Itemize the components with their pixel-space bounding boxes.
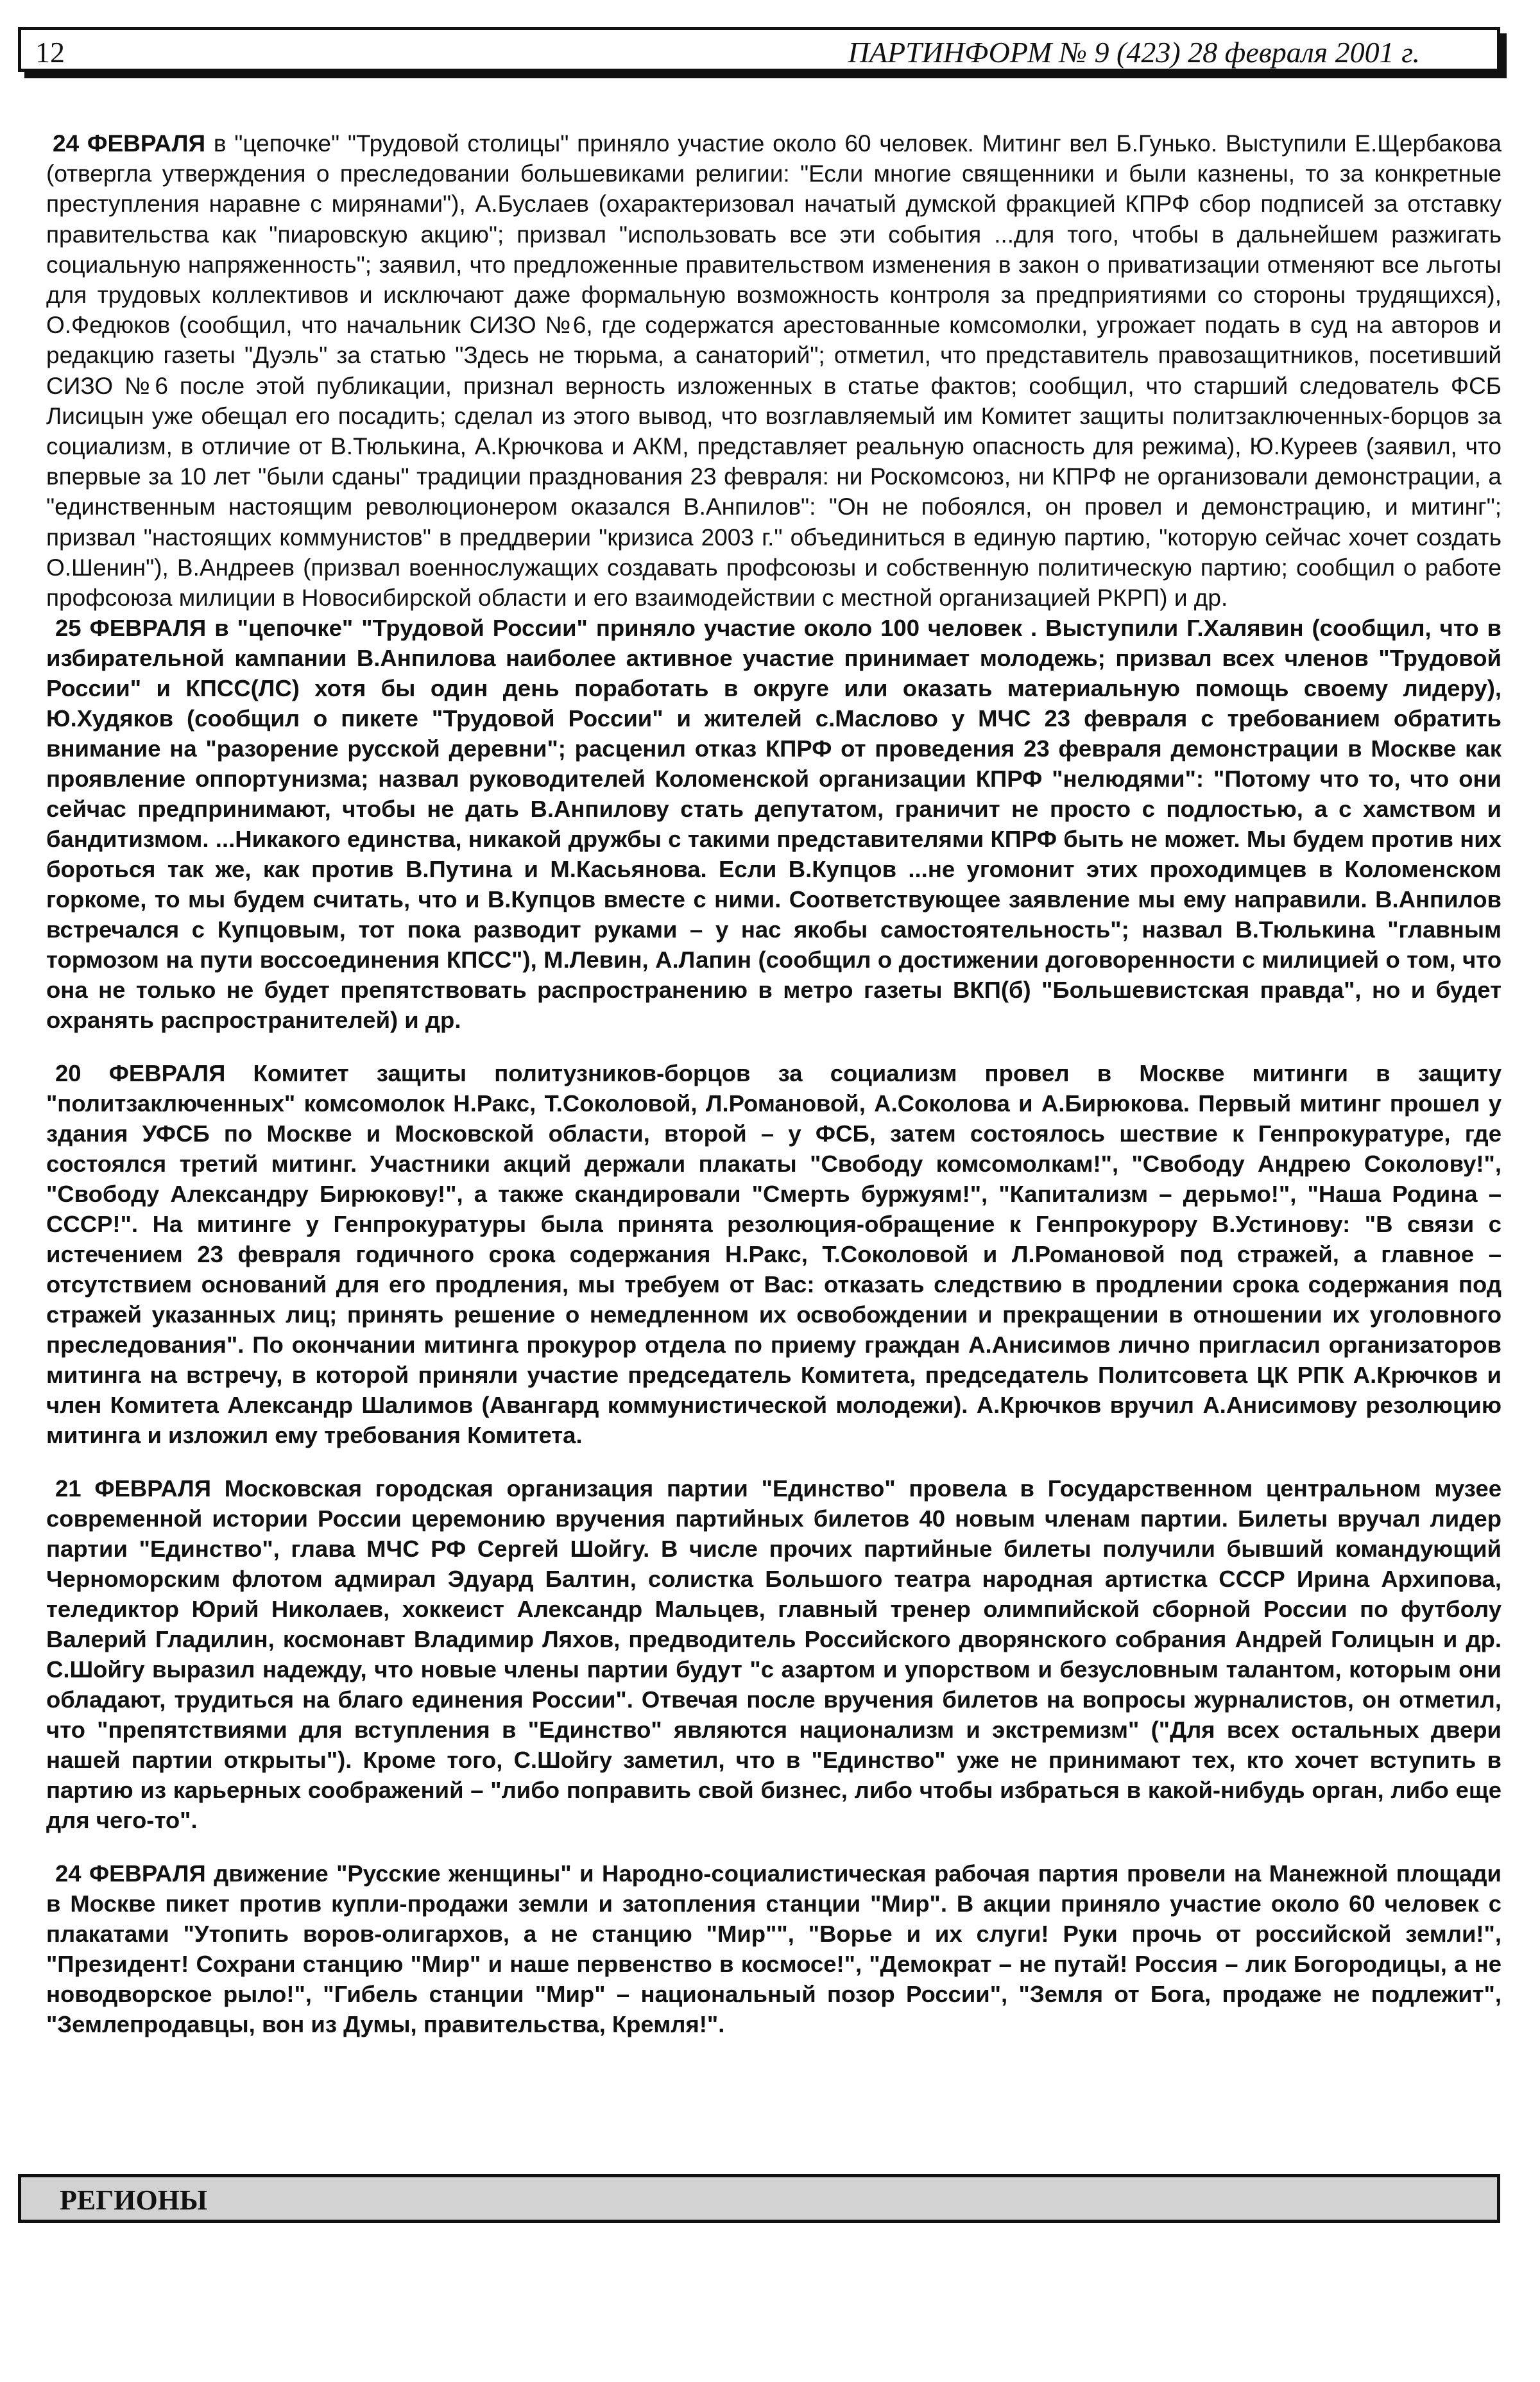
news-item — [46, 1858, 1502, 2039]
news-item — [46, 1058, 1502, 1450]
news-date: 20 ФЕВРАЛЯ — [55, 1060, 226, 1087]
news-text: Комитет защиты политузников-борцов за социализм провел в Москве митинги в защиту "политзаключенных" комсомолок Н.Ракс, Т.Соколовой, Л.Романовой, А.Соколова и А.Бирюкова. Первый митинг прошел у здания УФСБ по Москве и Московской области, второй – у ФСБ, затем состоялось шествие к Генпрокуратуре, где состоялся третий митинг. Участники акций держали плакаты "Свободу комсомолкам!", "Свободу Андрею Соколову!", "Свободу Александру Бирюкову!", а также скандировали "Смерть буржуям!", "Капитализм – дерьмо!", "Наша Родина – СССР!". На митинге у Генпрокуратуры была принята резолюция-обращение к Генпрокурору В.Устинову: "В связи с истечением 23 февраля годичного срока содержания Н.Ракс, Т.Соколовой и Л.Романовой под стражей, а главное – отсутствием оснований для его продления, мы требуем от Вас: отказать следствию в продлении срока содержания под стражей указанных лиц; принять решение о немедленном их освобождении и прекращении в отношении их уголовного преследования". По окончании митинга прокурор отдела по приему граждан А.Анисимов лично пригласил организаторов митинга на встречу, в которой приняли участие председатель Комитета, председатель Политсовета ЦК РПК А.Крючков и член Комитета Александр Шалимов (Авангард коммунистической молодежи). А.Крючков вручил А.Анисимову резолюцию митинга и изложил ему требования Комитета. — [46, 1060, 1502, 1449]
page-number: 12 — [35, 36, 65, 69]
section-title: РЕГИОНЫ — [60, 2184, 208, 2216]
news-date: 21 ФЕВРАЛЯ — [55, 1475, 211, 1502]
news-text: в "цепочке" "Трудовой России" приняло участие около 100 человек . Выступили Г.Халявин (сообщил, что в избирательной кампании В.Анпилова наиболее активное участие принимает молодежь; призвал всех членов "Трудовой России" и КПСС(ЛС) хотя бы один день поработать в округе или оказать материальную помощь своему лидеру), Ю.Худяков (сообщил о пикете "Трудовой России" и жителей с.Маслово у МЧС 23 февраля с требованием обратить внимание на "разорение русской деревни"; расценил отказ КПРФ от проведения 23 февраля демонстрации в Москве как проявление оппортунизма; назвал руководителей Коломенской организации КПРФ "нелюдями": "Потому что то, что они сейчас предпринимают, чтобы не дать В.Анпилову стать депутатом, граничит не просто с подлостью, а с хамством и бандитизмом. ...Никакого единства, никакой дружбы с такими представителями КПРФ быть не может. Мы будем против них бороться так же, как против В.Путина и М.Касьянова. Если В.Купцов ...не угомонит этих проходимцев в Коломенском горкоме, то мы будем считать, что и В.Купцов вместе с ними. Соответствующее заявление мы ему направили. В.Анпилов встречался с Купцовым, тот пока разводит руками – у нас якобы самостоятельность"; назвал В.Тюлькина "главным тормозом на пути воссоединения КПСС"), М.Левин, А.Лапин (сообщил о достижении договоренности с милицией о том, что она не только не будет препятствовать распространению в метро газеты ВКП(б) "Большевистская правда", но и будет охранять распространителей) и др. — [46, 615, 1502, 1034]
news-date: 25 ФЕВРАЛЯ — [55, 615, 207, 642]
news-text: движение "Русские женщины" и Народно-социалистическая рабочая партия провели на Манежной площади в Москве пикет против купли-продажи земли и затопления станции "Мир". В акции приняло участие около 60 человек с плакатами "Утопить воров-олигархов, а не станцию "Мир"", "Ворье и их слуги! Руки прочь от российской земли!", "Президент! Сохрани станцию "Мир" и наше первенство в космосе!", "Демократ – не путай! Россия – лик Богородицы, а не новодворское рыло!", "Гибель станции "Мир" – национальный позор России", "Земля от Бога, продаже не подлежит", "Землепродавцы, вон из Думы, правительства, Кремля!". — [46, 1860, 1502, 2038]
article-column — [46, 128, 1502, 2039]
news-text: Московская городская организация партии "Единство" провела в Государственном центральном музее современной истории России церемонию вручения партийных билетов 40 новым членам партии. Билеты вручал лидер партии "Единство", глава МЧС РФ Сергей Шойгу. В числе прочих партийные билеты получили бывший командующий Черноморским флотом адмирал Эдуард Балтин, солистка Большого театра народная артистка СССР Ирина Архипова, теледиктор Юрий Николаев, хоккеист Александр Мальцев, главный тренер олимпийской сборной России по футболу Валерий Гладилин, космонавт Владимир Ляхов, предводитель Российского дворянского собрания Андрей Голицын и др. С.Шойгу выразил надежду, что новые члены партии будут "с азартом и упорством и безусловным талантом, которым они обладают, трудиться на благо единения России". Отвечая после вручения билетов на вопросы журналистов, он отметил, что "препятствиями для вступления в "Единство" являются национализм и экстремизм" ("Для всех остальных двери нашей партии открыты"). Кроме того, С.Шойгу заметил, что в "Единство" уже не принимают тех, кто хочет вступить в партию из карьерных соображений – "либо поправить свой бизнес, либо чтобы избраться в какой-нибудь орган, либо еще для чего-то". — [46, 1475, 1502, 1834]
news-item — [46, 613, 1502, 1035]
paragraph-spacer — [46, 1835, 1502, 1858]
paragraph-spacer — [46, 1035, 1502, 1058]
news-text: в "цепочке" "Трудовой столицы" приняло участие около 60 человек. Митинг вел Б.Гунько. Выступили Е.Щербакова (отвергла утверждения о преследовании большевиками религии: "Если многие священники и были казнены, то за конкретные преступления наравне с мирянами"), А.Буслаев (охарактеризовал начатый думской фракцией КПРФ сбор подписей за отставку правительства как "пиаровскую акцию"; призвал "использовать все эти события ...для того, чтобы в дальнейшем разжигать социальную напряженность"; заявил, что предложенные правительством изменения в закон о приватизации отменяют все льготы для трудовых коллективов и исключают даже формальную возможность контроля за предприятиями со стороны трудящихся), О.Федюков (сообщил, что начальник СИЗО №6, где содержатся арестованные комсомолки, угрожает подать в суд на авторов и редакцию газеты "Дуэль" за статью "Здесь не тюрьма, а санаторий"; отметил, что представитель правозащитников, посетивший СИЗО №6 после этой публикации, признал верность изложенных в статье фактов; сообщил, что старший следователь ФСБ Лисицын уже обещал его посадить; сделал из этого вывод, что возглавляемый им Комитет защиты политзаключенных-борцов за социализм, в отличие от В.Тюлькина, А.Крючкова и АКМ, представляет реальную опасность для режима), Ю.Куреев (заявил, что впервые за 10 лет "были сданы" традиции празднования 23 февраля: ни Роскомсоюз, ни КПРФ не организовали демонстрации, а "единственным настоящим революционером оказался В.Анпилов": "Он не побоялся, он провел и демонстрацию, и митинг"; призвал "настоящих коммунистов" в преддверии "кризиса 2003 г." объединиться в единую партию, "которую сейчас хочет создать О.Шенин"), В.Андреев (призвал военнослужащих создавать профсоюзы и собственную политическую партию; сообщил о работе профсоюза милиции в Новосибирской области и его взаимодействии с местной организацией РКРП) и др. — [46, 130, 1502, 612]
paragraph-spacer — [46, 1450, 1502, 1473]
news-item — [46, 128, 1502, 613]
page-header — [18, 27, 1500, 72]
news-item — [46, 1473, 1502, 1835]
news-date: 24 ФЕВРАЛЯ — [55, 1860, 206, 1887]
section-header-regions — [18, 2174, 1500, 2223]
issue-title: ПАРТИНФОРМ № 9 (423) 28 февраля 2001 г. — [848, 36, 1420, 69]
news-date: 24 ФЕВРАЛЯ — [53, 130, 206, 157]
